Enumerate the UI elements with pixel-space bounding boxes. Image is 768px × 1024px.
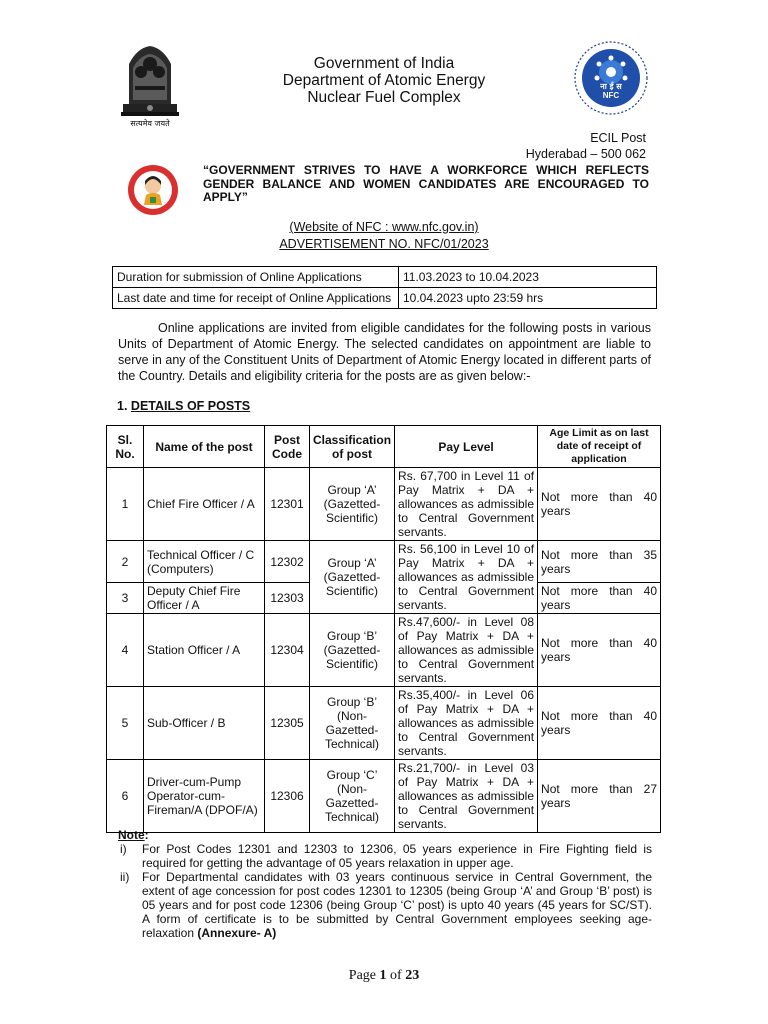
cell-classification: Group ‘C’ (Non-Gazetted-Technical) bbox=[310, 760, 395, 833]
header-classification: Classification of post bbox=[310, 426, 395, 468]
table-row bbox=[107, 541, 661, 583]
org-line-2: Department of Atomic Energy bbox=[282, 72, 486, 89]
table-row bbox=[107, 468, 661, 541]
cell-post-code: 12305 bbox=[265, 687, 310, 760]
org-line-1: Government of India bbox=[313, 55, 455, 72]
website-link[interactable]: (Website of NFC : www.nfc.gov.in) bbox=[289, 220, 479, 234]
last-date-value: 10.04.2023 upto 23:59 hrs bbox=[399, 288, 657, 309]
address-line-2: Hyderabad – 500 062 bbox=[525, 147, 646, 161]
nfc-atom-icon bbox=[570, 36, 652, 120]
duration-value: 11.03.2023 to 10.04.2023 bbox=[399, 267, 657, 288]
cell-post-name: Chief Fire Officer / A bbox=[144, 468, 265, 541]
page-total: 23 bbox=[405, 968, 420, 983]
table-row bbox=[107, 687, 661, 760]
cell-post-name: Deputy Chief Fire Officer / A bbox=[144, 583, 265, 614]
cell-post-code: 12304 bbox=[265, 614, 310, 687]
duration-table bbox=[112, 266, 657, 309]
cell-sl: 2 bbox=[107, 541, 144, 583]
note-text: For Post Codes 12301 and 12303 to 12306, 05 years experience in Fire Fighting field is required for getting the advantage of 05 years relaxation in upper age. bbox=[142, 842, 652, 870]
cell-post-code: 12303 bbox=[265, 583, 310, 614]
cell-age-limit: Not more than 27 years bbox=[538, 760, 661, 833]
cell-age-limit: Not more than 40 years bbox=[538, 468, 661, 541]
table-row bbox=[107, 614, 661, 687]
header-age-limit: Age Limit as on last date of receipt of application bbox=[538, 426, 661, 468]
cell-post-name: Technical Officer / C (Computers) bbox=[144, 541, 265, 583]
cell-post-code: 12306 bbox=[265, 760, 310, 833]
header-post-name: Name of the post bbox=[144, 426, 265, 468]
cell-age-limit: Not more than 35 years bbox=[538, 541, 661, 583]
cell-post-code: 12301 bbox=[265, 468, 310, 541]
beti-bachao-logo bbox=[126, 163, 180, 217]
cell-sl: 1 bbox=[107, 468, 144, 541]
cell-pay-level: Rs. 56,100 in Level 10 of Pay Matrix + DA + allowances as admissible to Central Government servants. bbox=[395, 541, 538, 614]
cell-sl: 4 bbox=[107, 614, 144, 687]
table-header-row bbox=[107, 426, 661, 468]
note-label: ii) bbox=[120, 870, 130, 884]
cell-age-limit: Not more than 40 years bbox=[538, 583, 661, 614]
emblem-motto: सत्यमेव जयते bbox=[130, 119, 170, 128]
cell-post-name: Station Officer / A bbox=[144, 614, 265, 687]
cell-sl: 5 bbox=[107, 687, 144, 760]
table-row bbox=[107, 760, 661, 833]
girl-child-icon bbox=[126, 163, 180, 217]
page-footer bbox=[0, 968, 768, 984]
note-label: i) bbox=[120, 842, 127, 856]
org-line-3: Nuclear Fuel Complex bbox=[307, 89, 461, 106]
header-sl-no: Sl. No. bbox=[107, 426, 144, 468]
page-word: Page bbox=[348, 968, 377, 983]
notes-heading: Note bbox=[118, 828, 145, 842]
duration-label: Duration for submission of Online Applications bbox=[113, 267, 399, 288]
list-item bbox=[118, 870, 652, 940]
organisation-heading bbox=[0, 55, 768, 106]
cell-sl: 6 bbox=[107, 760, 144, 833]
of-word: of bbox=[390, 968, 402, 983]
section-heading bbox=[117, 399, 250, 413]
last-date-label: Last date and time for receipt of Online Applications bbox=[113, 288, 399, 309]
cell-classification: Group ‘A’ (Gazetted-Scientific) bbox=[310, 468, 395, 541]
cell-classification: Group ‘B’ (Non-Gazetted-Technical) bbox=[310, 687, 395, 760]
nfc-logo-text: NFC bbox=[602, 91, 620, 100]
note-text bbox=[142, 870, 652, 940]
cell-pay-level: Rs. 67,700 in Level 11 of Pay Matrix + DA + allowances as admissible to Central Government servants. bbox=[395, 468, 538, 541]
notes-list bbox=[118, 842, 652, 940]
website-line bbox=[0, 220, 768, 234]
cell-classification: Group ‘B’ (Gazetted-Scientific) bbox=[310, 614, 395, 687]
note-text-body: For Departmental candidates with 03 years continuous service in Central Government, the extent of age concession for post codes 12301 to 12305 (being Group ‘A’ and Group ‘B’ post) is 05 years and for post code 12306 (being Group ‘C’ post) is upto 40 years (45 years for SC/ST). A form of certificate is to be submitted by Central Government employees seeking age-relaxation bbox=[142, 870, 652, 940]
table-row bbox=[113, 288, 657, 309]
address bbox=[526, 130, 646, 162]
notes-section: Note: i) For Post Codes 12301 and 12303 to 12306, 05 years experience in Fire Fighting field is required for getting the advantage of 05 years relaxation in upper age. ii) For Departmental candidates with 03 years continuous service in Central Government, the extent of age concession for post codes 12301 to 12305 (being Group ‘A’ and Group ‘B’ post) is 05 years and for post code 12306 (being Group ‘C’ post) is upto 40 years (45 years for SC/ST). A form of certificate is to be submitted by Central Government employees seeking age-relaxation (Annexure- A) bbox=[118, 828, 652, 940]
table-row bbox=[113, 267, 657, 288]
header-pay-level: Pay Level bbox=[395, 426, 538, 468]
list-item bbox=[118, 842, 652, 870]
cell-age-limit: Not more than 40 years bbox=[538, 614, 661, 687]
section-number: 1. bbox=[117, 399, 128, 413]
intro-paragraph: Online applications are invited from eligible candidates for the following posts in various Units of Department of Atomic Energy. The selected candidates on appointment are liable to serve in any of the Constituent Units of Department of Atomic Energy located in different parts of the Country. Details and eligibility criteria for the posts are as given below:- bbox=[118, 321, 651, 383]
annexure-reference: (Annexure- A) bbox=[197, 926, 277, 940]
nfc-logo bbox=[570, 36, 652, 120]
posts-table bbox=[106, 425, 661, 833]
address-line-1: ECIL Post bbox=[590, 131, 646, 145]
advertisement-number bbox=[0, 237, 768, 251]
header-post-code: Post Code bbox=[265, 426, 310, 468]
cell-pay-level: Rs.35,400/- in Level 06 of Pay Matrix + DA + allowances as admissible to Central Government servants. bbox=[395, 687, 538, 760]
cell-post-name: Driver-cum-Pump Operator-cum-Fireman/A (DPOF/A) bbox=[144, 760, 265, 833]
cell-age-limit: Not more than 40 years bbox=[538, 687, 661, 760]
cell-pay-level: Rs.21,700/- in Level 03 of Pay Matrix + DA + allowances as admissible to Central Government servants. bbox=[395, 760, 538, 833]
cell-classification: Group ‘A’ (Gazetted-Scientific) bbox=[310, 541, 395, 614]
cell-post-code: 12302 bbox=[265, 541, 310, 583]
section-title: DETAILS OF POSTS bbox=[130, 399, 251, 413]
page-number: 1 bbox=[379, 968, 387, 983]
cell-pay-level: Rs.47,600/- in Level 08 of Pay Matrix + DA + allowances as admissible to Central Government servants. bbox=[395, 614, 538, 687]
cell-sl: 3 bbox=[107, 583, 144, 614]
nfc-logo-hindi: ना ई स bbox=[600, 82, 622, 91]
cell-post-name: Sub-Officer / B bbox=[144, 687, 265, 760]
advertisement-number-text: ADVERTISEMENT NO. NFC/01/2023 bbox=[279, 237, 489, 251]
gender-balance-slogan: “GOVERNMENT STRIVES TO HAVE A WORKFORCE WHICH REFLECTS GENDER BALANCE AND WOMEN CANDIDATES ARE ENCOURAGED TO APPLY” bbox=[203, 163, 649, 204]
